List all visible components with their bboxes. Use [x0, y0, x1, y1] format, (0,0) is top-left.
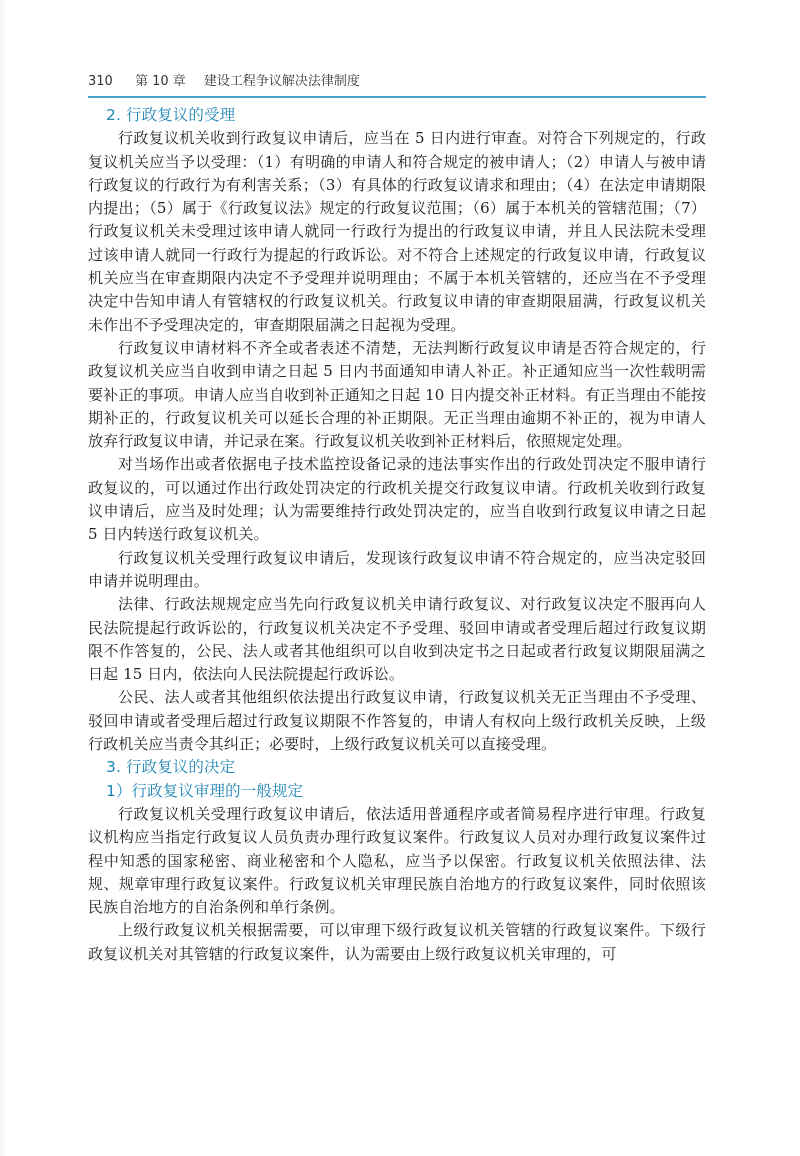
section-heading-acceptance: 2. 行政复议的受理: [106, 106, 236, 124]
page-number: 310: [88, 74, 113, 89]
paragraph: 法律、行政法规规定应当先向行政复议机关申请行政复议、对行政复议决定不服再向人民法院提起行政诉讼的，行政复议机关决定不予受理、驳回申请或者受理后超过行政复议期限不作答复的，公民、法人或者其他组织可以自收到决定书之日起或者行政复议期限届满之日起 15 日内，依法向人民法院提起行政诉讼。: [88, 595, 706, 684]
paragraph: 行政复议机关收到行政复议申请后，应当在 5 日内进行审查。对符合下列规定的，行政复议机关应当予以受理：（1）有明确的申请人和符合规定的被申请人；（2）申请人与被申请行政复议的行政行为有利害关系；（3）有具体的行政复议请求和理由；（4）在法定申请期限内提出；（5）属于《行政复议法》规定的行政复议范围；（6）属于本机关的管辖范围；（7）行政复议机关未受理过该申请人就同一行政行为提出的行政复议申请，并且人民法院未受理过该申请人就同一行政行为提起的行政诉讼。对不符合上述规定的行政复议申请，行政复议机关应当在审查期限内决定不予受理并说明理由；不属于本机关管辖的，还应当在不予受理决定中告知申请人有管辖权的行政复议机关。行政复议申请的审查期限届满，行政复议机关未作出不予受理决定的，审查期限届满之日起视为受理。: [88, 129, 706, 334]
subsection-heading-general-rules: 1）行政复议审理的一般规定: [106, 781, 304, 800]
paragraph: 上级行政复议机关根据需要，可以审理下级行政复议机关管辖的行政复议案件。下级行政复议机关对其管辖的行政复议案件，认为需要由上级行政复议机关审理的，可: [88, 921, 706, 963]
running-header: [88, 70, 708, 94]
paragraph: 行政复议机关受理行政复议申请后，发现该行政复议申请不符合规定的，应当决定驳回申请并说明理由。: [88, 548, 706, 590]
page-edge-shadow: [0, 0, 6, 1156]
chapter-label: 第 10 章: [134, 74, 186, 89]
page-content: [88, 104, 706, 966]
paragraph: 对当场作出或者依据电子技术监控设备记录的违法事实作出的行政处罚决定不服申请行政复议的，可以通过作出行政处罚决定的行政机关提交行政复议申请。行政机关收到行政复议申请后，应当及时处理；认为需要维持行政处罚决定的，应当自收到行政复议申请之日起 5 日内转送行政复议机关。: [88, 455, 706, 544]
section-heading-decision: 3. 行政复议的决定: [106, 758, 236, 777]
header-rule: [88, 96, 706, 98]
paragraph: 行政复议申请材料不齐全或者表述不清楚，无法判断行政复议申请是否符合规定的，行政复议机关应当自收到申请之日起 5 日内书面通知申请人补正。补正通知应当一次性载明需要补正的事项。申请人应当自收到补正通知之日起 10 日内提交补正材料。有正当理由不能按期补正的，行政复议机关可以延长合理的补正期限。无正当理由逾期不补正的，视为申请人放弃行政复议申请，并记录在案。行政复议机关收到补正材料后，依照规定处理。: [88, 338, 706, 451]
paragraph: 行政复议机关受理行政复议申请后，依法适用普通程序或者简易程序进行审理。行政复议机构应当指定行政复议人员负责办理行政复议案件。行政复议人员对办理行政复议案件过程中知悉的国家秘密、商业秘密和个人隐私，应当予以保密。行政复议机关依照法律、法规、规章审理行政复议案件。行政复议机关审理民族自治地方的行政复议案件，同时依照该民族自治地方的自治条例和单行条例。: [88, 804, 706, 917]
chapter-title: 建设工程争议解决法律制度: [203, 74, 360, 89]
paragraph: 公民、法人或者其他组织依法提出行政复议申请，行政复议机关无正当理由不予受理、驳回申请或者受理后超过行政复议期限不作答复的，申请人有权向上级行政机关反映，上级行政机关应当责令其纠正；必要时，上级行政复议机关可以直接受理。: [88, 688, 706, 754]
